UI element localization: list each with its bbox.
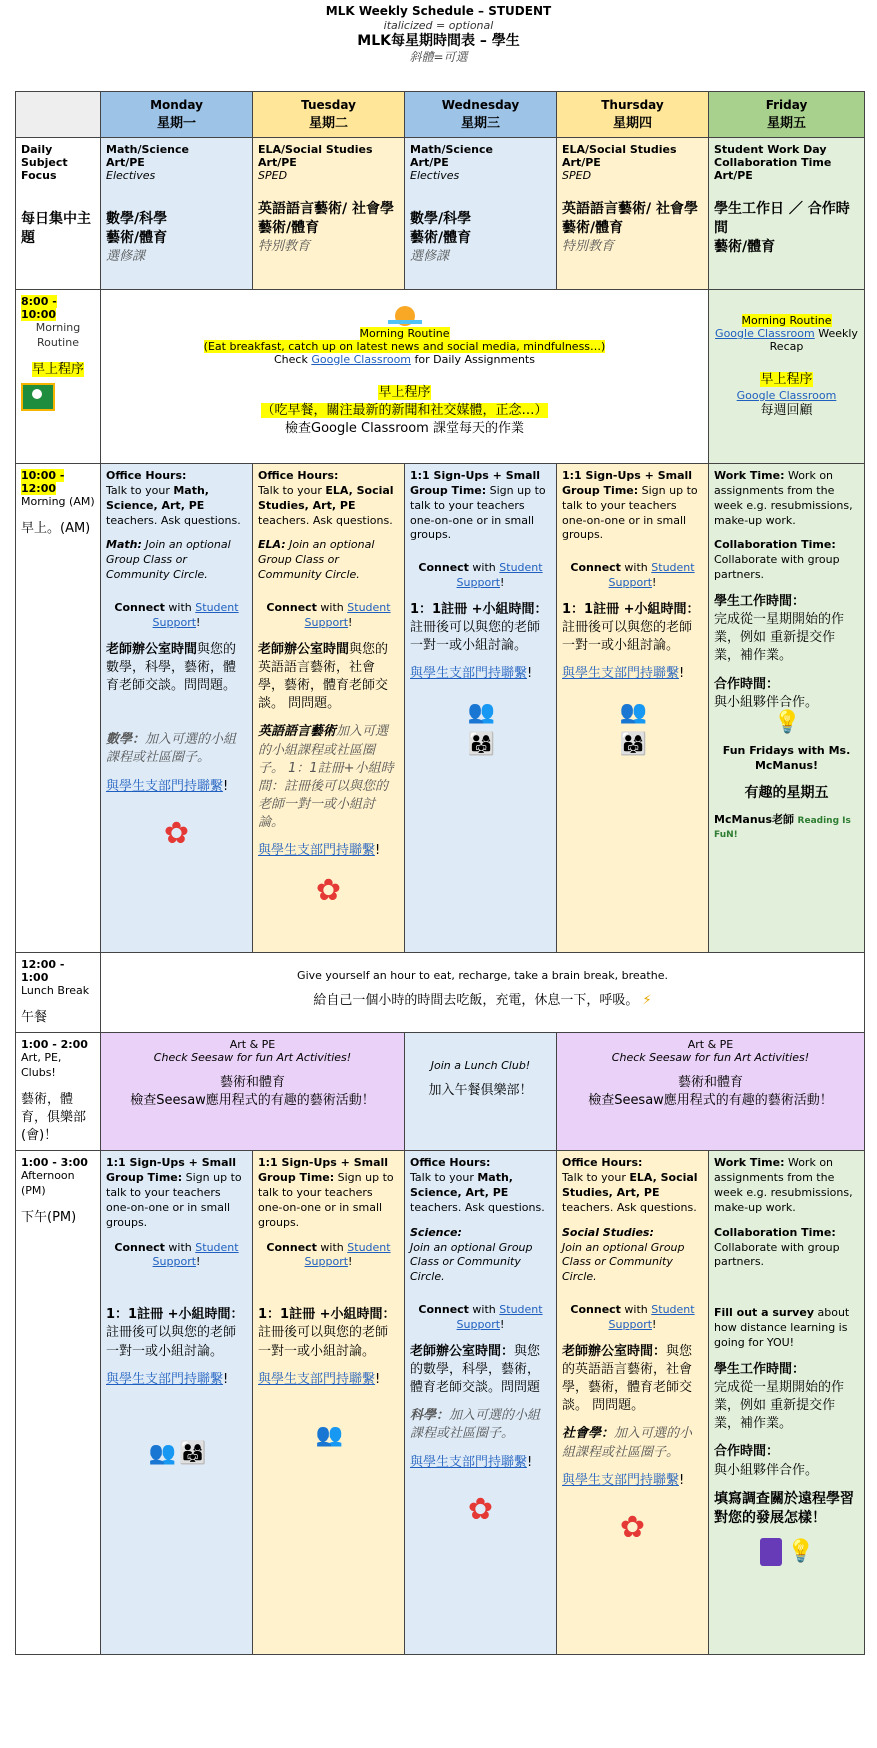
lunch-club-wednesday: Join a Lunch Club! 加入午餐俱樂部！ bbox=[405, 1033, 557, 1151]
focus-monday: Math/Science Art/PE Electives 數學/科學 藝術/體育 選修課 bbox=[101, 138, 253, 290]
small-group-icon: 👨‍👩‍👧 bbox=[467, 731, 494, 757]
community-circle-icon: ✿ bbox=[619, 1510, 646, 1546]
one-on-one-meeting-icon: 👥 bbox=[619, 699, 646, 725]
presentation-group-icon: 💡 bbox=[773, 710, 800, 736]
community-circle-icon: ✿ bbox=[315, 872, 342, 908]
title-zh: MLK每星期時間表 – 學生 bbox=[357, 32, 520, 49]
art-pe-mon-tue: Art & PE Check Seesaw for fun Art Activities! 藝術和體育 檢查Seesaw應用程式的有趣的藝術活動！ bbox=[101, 1033, 405, 1151]
title-en: MLK Weekly Schedule – STUDENT bbox=[325, 4, 552, 18]
student-support-link[interactable]: Student Support bbox=[608, 1303, 695, 1331]
focus-tuesday: ELA/Social Studies Art/PE SPED 英語語言藝術/ 社會學 藝術/體育 特別教育 bbox=[253, 138, 405, 290]
google-forms-icon: 💡 bbox=[714, 1538, 859, 1566]
google-classroom-recap-link[interactable]: Google Classroom bbox=[715, 327, 815, 340]
student-support-zh-link[interactable]: 與學生支部門持聯繫 bbox=[410, 1454, 528, 1470]
focus-thursday: ELA/Social Studies Art/PE SPED 英語語言藝術/ 社會學 藝術/體育 特別教育 bbox=[557, 138, 709, 290]
art-pe-thu-fri: Art & PE Check Seesaw for fun Art Activities! 藝術和體育 檢查Seesaw應用程式的有趣的藝術活動！ bbox=[557, 1033, 865, 1151]
am-monday: Office Hours: Talk to your Math, Science, Art, PE teachers. Ask questions. Math: Join an optional Group Class or Community Circle. Connect with Student Support! 老師辦公室時間與您的數學，科學，藝術，體育老師交談。問問題。 數學：加入可選的小組課程或社區圈子。 與學生支部門持聯繫! ✿ bbox=[101, 464, 253, 953]
day-header-tuesday: Tuesday 星期二 bbox=[253, 92, 405, 138]
clubs-label: 1:00 - 2:00 Art, PE, Clubs! 藝術，體育，俱樂部(會)！ bbox=[16, 1033, 101, 1151]
focus-row bbox=[16, 138, 865, 290]
student-support-link[interactable]: Student Support bbox=[152, 600, 239, 629]
student-support-link[interactable]: Student Support bbox=[152, 1240, 239, 1269]
community-circle-icon: ✿ bbox=[467, 1491, 494, 1527]
student-support-link[interactable]: Student Support bbox=[608, 561, 695, 590]
lightning-icon: ⚡ bbox=[642, 993, 652, 1008]
reading-is-fun-image: Reading Is FuN! bbox=[714, 815, 851, 841]
student-support-link[interactable]: Student Support bbox=[304, 1240, 391, 1269]
student-support-link[interactable]: Student Support bbox=[456, 1303, 543, 1331]
am-wednesday: 1:1 Sign-Ups + Small Group Time: Sign up to talk to your teachers one-on-one or in small groups. Connect with Student Support! 1：1註冊 +小組時間：註冊後可以與您的老師一對一或小組討論。 與學生支部門持聯繫! 👥 👨‍👩‍👧 bbox=[405, 464, 557, 953]
meeting-groups-icon: 👥 👨‍👩‍👧 bbox=[148, 1440, 205, 1466]
morning-label: 8:00 - 10:00 Morning Routine 早上程序 bbox=[16, 290, 101, 464]
one-on-one-meeting-icon: 👥 bbox=[467, 699, 494, 725]
small-group-icon: 👨‍👩‍👧 bbox=[619, 731, 646, 757]
student-support-zh-link[interactable]: 與學生支部門持聯繫 bbox=[258, 843, 376, 859]
survey-link[interactable]: Fill out a survey bbox=[714, 1306, 814, 1320]
student-support-zh-link[interactable]: 與學生支部門持聯繫 bbox=[562, 666, 680, 682]
sunrise-icon bbox=[388, 302, 422, 324]
pm-thursday: Office Hours: Talk to your ELA, Social Studies, Art, PE teachers. Ask questions. Social Studies: Join an optional Group Class or Community Circle. Connect with Student Support! 老師辦公室時間：與您的英語語言藝術，社會學，藝術，體育老師交談。 問問題。 社會學：加入可選的小組課程或社區圈子。 與學生支部門持聯繫! ✿ bbox=[557, 1151, 709, 1655]
one-on-one-meeting-icon: 👥 bbox=[315, 1422, 342, 1448]
am-row bbox=[16, 464, 865, 953]
pm-row bbox=[16, 1151, 865, 1655]
day-header-monday: Monday 星期一 bbox=[101, 92, 253, 138]
community-circle-icon: ✿ bbox=[163, 815, 190, 851]
am-friday: Work Time: Work on assignments from the week e.g. resubmissions, make-up work. Collaboration Time: Collaborate with group partners. 學生工作時間： 完成從一星期開始的作業，例如 重新提交作業，補作業。 合作時間： 與小組夥伴合作。 💡 Fun Fridays with Ms. McManus! 有趣的星期五 McManus老師 Reading Is FuN! bbox=[709, 464, 865, 953]
pm-monday: 1:1 Sign-Ups + Small Group Time: Sign up to talk to your teachers one-on-one or in small groups. Connect with Student Support! 1：1註冊 +小組時間：註冊後可以與您的老師一對一或小組討論。 與學生支部門持聯繫! 👥 👨‍👩‍👧 bbox=[101, 1151, 253, 1655]
student-support-zh-link[interactable]: 與學生支部門持聯繫 bbox=[258, 1371, 376, 1387]
schedule-table bbox=[15, 91, 865, 1655]
google-classroom-link[interactable]: Google Classroom bbox=[311, 353, 412, 366]
optional-note-en: italicized = optional bbox=[383, 19, 494, 32]
morning-routine-main: Morning Routine (Eat breakfast, catch up on latest news and social media, mindfulness…) Check Google Classroom for Daily Assignments 早上程序 （吃早餐，關注最新的新聞和社交媒體，正念…） 檢查Google Classroom 課堂每天的作業 bbox=[101, 290, 709, 464]
day-header-wednesday: Wednesday 星期三 bbox=[405, 92, 557, 138]
day-header-friday: Friday 星期五 bbox=[709, 92, 865, 138]
student-support-link[interactable]: Student Support bbox=[304, 600, 391, 629]
am-tuesday: Office Hours: Talk to your ELA, Social Studies, Art, PE teachers. Ask questions. ELA: Join an optional Group Class or Community Circle. Connect with Student Support! 老師辦公室時間與您的英語語言藝術，社會學，藝術，體育老師交談。 問問題。 英語語言藝術加入可選的小組課程或社區圈子。 1：1註冊+小組時間：註冊後可以與您的老師一對一或小組討論。 與學生支部門持聯繫! ✿ bbox=[253, 464, 405, 953]
pm-wednesday: Office Hours: Talk to your Math, Science, Art, PE teachers. Ask questions. Science: Join an optional Group Class or Community Circle. Connect with Student Support! 老師辦公室時間：與您的數學，科學，藝術，體育老師交談。問問題 科學：加入可選的小組課程或社區圈子。 與學生支部門持聯繫! ✿ bbox=[405, 1151, 557, 1655]
google-classroom-icon bbox=[21, 383, 55, 411]
morning-routine-friday: Morning Routine Google Classroom Weekly Recap 早上程序 Google Classroom 每週回顧 bbox=[709, 290, 865, 464]
lunch-main: Give yourself an hour to eat, recharge, take a brain break, breathe. 給自己一個小時的時間去吃飯，充電，休息一下，呼吸。 ⚡ bbox=[101, 953, 865, 1033]
pm-friday: Work Time: Work on assignments from the week e.g. resubmissions, make-up work. Collaboration Time: Collaborate with group partners. Fill out a survey about how distance learning is going for YOU! 學生工作時間： 完成從一星期開始的作業，例如 重新提交作業，補作業。 合作時間： 與小組夥伴合作。 填寫調查關於遠程學習對您的發展怎樣！ 💡 bbox=[709, 1151, 865, 1655]
pm-tuesday: 1:1 Sign-Ups + Small Group Time: Sign up to talk to your teachers one-on-one or in small groups. Connect with Student Support! 1：1註冊 +小組時間：註冊後可以與您的老師一對一或小組討論。 與學生支部門持聯繫! 👥 bbox=[253, 1151, 405, 1655]
google-classroom-zh-link[interactable]: Google Classroom bbox=[736, 389, 837, 403]
optional-note-zh: 斜體=可選 bbox=[409, 50, 468, 65]
student-support-zh-link[interactable]: 與學生支部門持聯繫 bbox=[410, 666, 528, 682]
student-support-link[interactable]: Student Support bbox=[456, 561, 543, 590]
student-support-zh-link[interactable]: 與學生支部門持聯繫 bbox=[562, 1472, 680, 1488]
lunch-row bbox=[16, 953, 865, 1033]
pm-label: 1:00 - 3:00 Afternoon (PM) 下午(PM) bbox=[16, 1151, 101, 1655]
day-header-thursday: Thursday 星期四 bbox=[557, 92, 709, 138]
focus-label: Daily Subject Focus 每日集中主題 bbox=[16, 138, 101, 290]
focus-friday: Student Work Day Collaboration Time Art/PE 學生工作日 ／ 合作時間 藝術/體育 bbox=[709, 138, 865, 290]
am-label: 10:00 - 12:00 Morning (AM) 早上。(AM) bbox=[16, 464, 101, 953]
days-header-row bbox=[16, 92, 865, 138]
morning-routine-row bbox=[16, 290, 865, 464]
student-support-zh-link[interactable]: 與學生支部門持聯繫 bbox=[106, 1371, 224, 1387]
header bbox=[0, 0, 877, 65]
clubs-row bbox=[16, 1033, 865, 1151]
am-thursday: 1:1 Sign-Ups + Small Group Time: Sign up to talk to your teachers one-on-one or in small groups. Connect with Student Support! 1：1註冊 +小組時間：註冊後可以與您的老師一對一或小組討論。 與學生支部門持聯繫! 👥 👨‍👩‍👧 bbox=[557, 464, 709, 953]
corner-cell bbox=[16, 92, 101, 138]
student-support-zh-link[interactable]: 與學生支部門持聯繫 bbox=[106, 778, 224, 794]
lunch-label: 12:00 - 1:00 Lunch Break 午餐 bbox=[16, 953, 101, 1033]
focus-wednesday: Math/Science Art/PE Electives 數學/科學 藝術/體育 選修課 bbox=[405, 138, 557, 290]
